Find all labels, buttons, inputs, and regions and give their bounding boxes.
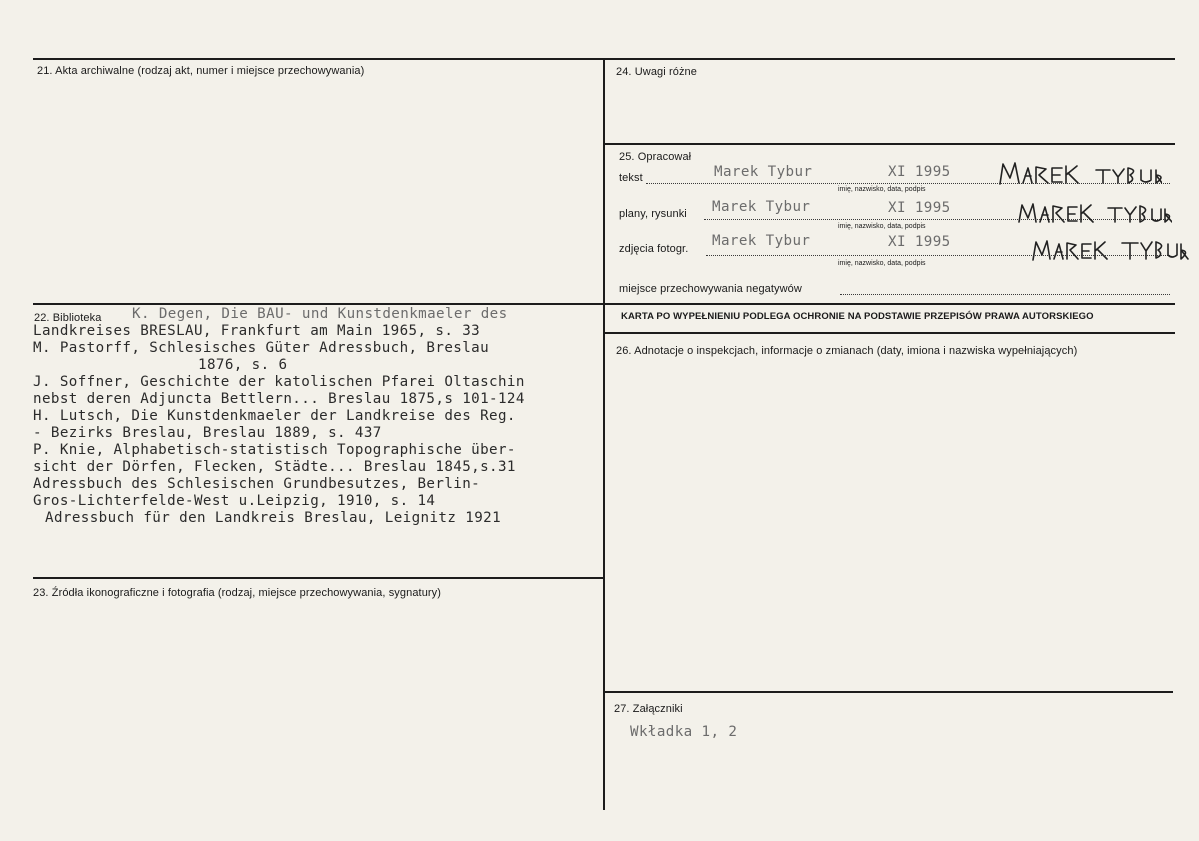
rule-26 xyxy=(605,332,1175,334)
bibliography-line: J. Soffner, Geschichte der katolischen Pfarei Oltaschin xyxy=(33,374,525,390)
section-23-label: 23. Źródła ikonograficzne i fotografia (rodzaj, miejsce przechowywania, sygnatury) xyxy=(33,587,442,599)
signature-plany xyxy=(1016,200,1172,226)
rule-25 xyxy=(605,143,1175,145)
section-21-label: 21. Akta archiwalne (rodzaj akt, numer i miejsce przechowywania) xyxy=(37,65,365,77)
bibliography-line: Gros-Lichterfelde-West u.Leipzig, 1910, s. 14 xyxy=(33,493,436,509)
row-zdjecia-date: XI 1995 xyxy=(888,234,951,250)
row-tekst-caption: imię, nazwisko, data, podpis xyxy=(838,186,926,193)
row-plany-name: Marek Tybur xyxy=(712,199,811,215)
negatives-label: miejsce przechowywania negatywów xyxy=(619,283,802,295)
row-zdjecia-label: zdjęcia fotogr. xyxy=(619,243,689,255)
rule-27 xyxy=(605,691,1173,693)
bibliography-line: 1876, s. 6 xyxy=(198,357,288,373)
bibliography-line: Adressbuch des Schlesischen Grundbesutzes, Berlin- xyxy=(33,476,481,492)
bibliography-line: K. Degen, Die BAU- und Kunstdenkmaeler des xyxy=(132,306,508,322)
negatives-line xyxy=(840,294,1170,295)
bibliography-line: nebst deren Adjuncta Bettlern... Breslau 1875,s 101-124 xyxy=(33,391,525,407)
section-24-label: 24. Uwagi różne xyxy=(616,66,697,78)
signature-zdjecia xyxy=(1030,236,1190,262)
bibliography-line: sicht der Dörfen, Flecken, Städte... Breslau 1845,s.31 xyxy=(33,459,516,475)
copyright-notice: KARTA PO WYPEŁNIENIU PODLEGA OCHRONIE NA PODSTAWIE PRZEPISÓW PRAWA AUTORSKIEGO xyxy=(621,311,1094,322)
section-27-label: 27. Załączniki xyxy=(614,703,683,715)
row-tekst-name: Marek Tybur xyxy=(714,164,813,180)
bibliography-line: M. Pastorff, Schlesisches Güter Adressbuch, Breslau xyxy=(33,340,490,356)
center-divider xyxy=(603,58,605,810)
signature-tekst xyxy=(996,158,1162,188)
section-22-label: 22. Biblioteka xyxy=(34,312,102,324)
row-plany-caption: imię, nazwisko, data, podpis xyxy=(838,223,926,230)
row-zdjecia-name: Marek Tybur xyxy=(712,233,811,249)
row-zdjecia-caption: imię, nazwisko, data, podpis xyxy=(838,260,926,267)
rule-22 xyxy=(33,303,603,305)
rule-notice-top xyxy=(605,303,1175,305)
bibliography-line: P. Knie, Alphabetisch-statistisch Topographische über- xyxy=(33,442,516,458)
bibliography-line: Landkreises BRESLAU, Frankfurt am Main 1965, s. 33 xyxy=(33,323,481,339)
row-tekst-label: tekst xyxy=(619,172,643,184)
bibliography-line: H. Lutsch, Die Kunstdenkmaeler der Landkreise des Reg. xyxy=(33,408,516,424)
rule-23 xyxy=(33,577,603,579)
row-tekst-date: XI 1995 xyxy=(888,164,951,180)
bibliography-line: Adressbuch für den Landkreis Breslau, Leignitz 1921 xyxy=(45,510,502,526)
bibliography-line: - Bezirks Breslau, Breslau 1889, s. 437 xyxy=(33,425,382,441)
row-plany-label: plany, rysunki xyxy=(619,208,687,220)
attachments-value: Wkładka 1, 2 xyxy=(630,724,738,740)
row-plany-date: XI 1995 xyxy=(888,200,951,216)
section-25-label: 25. Opracował xyxy=(619,151,692,163)
section-26-label: 26. Adnotacje o inspekcjach, informacje o zmianach (daty, imiona i nazwiska wypełniających) xyxy=(616,345,1078,357)
